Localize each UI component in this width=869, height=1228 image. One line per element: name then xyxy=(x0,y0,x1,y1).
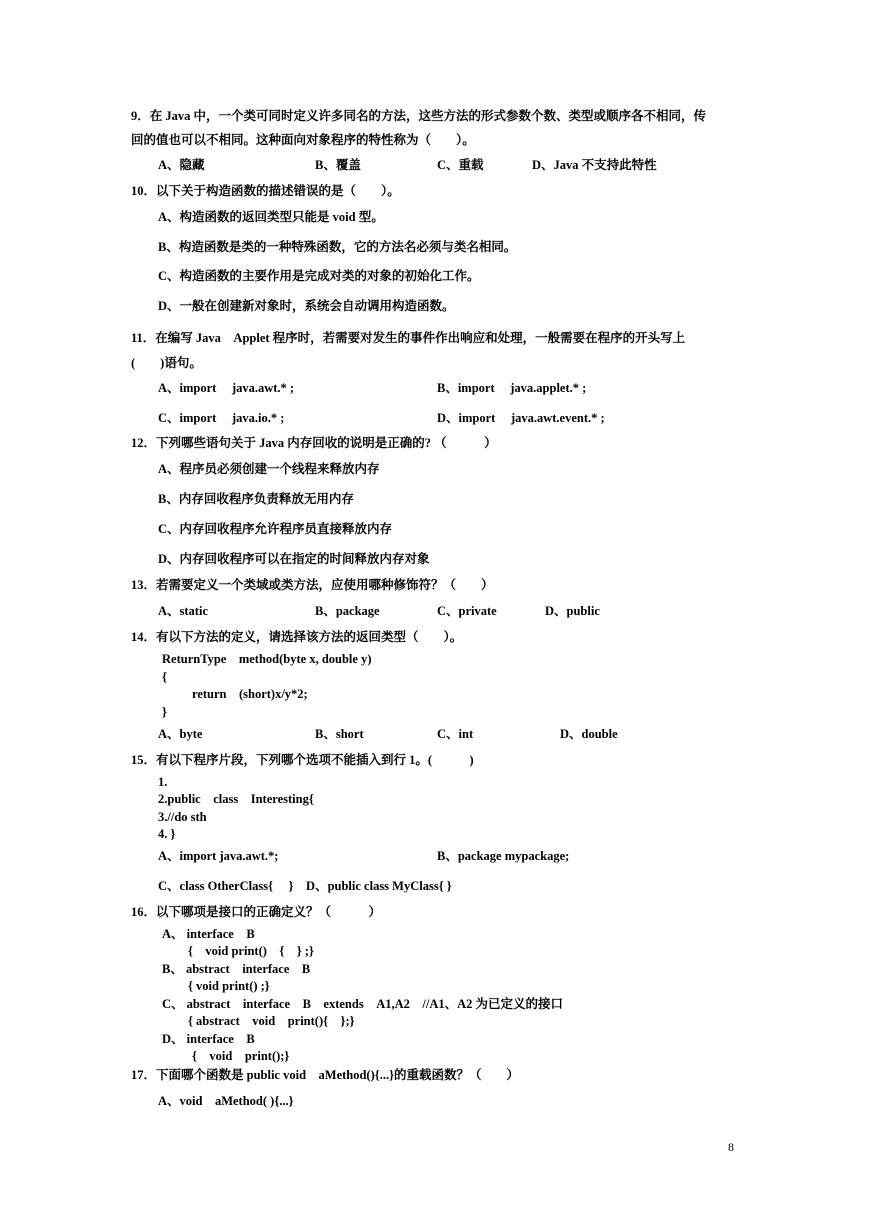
q14-option-d: D、double xyxy=(560,727,618,741)
q9-stem-line1: 9．在 Java 中，一个类可同时定义许多同名的方法，这些方法的形式参数个数、类型或顺序各不相同，传 xyxy=(131,109,707,123)
q11-option-d: D、import java.awt.event.* ; xyxy=(437,411,605,425)
q14-code-line4: } xyxy=(162,705,167,719)
q17-stem: 17．下面哪个函数是 public void aMethod(){...}的重载函数？（ ） xyxy=(131,1068,519,1082)
q16-option-a-line2: { void print() { } ;} xyxy=(188,944,314,958)
q15-option-cd: C、class OtherClass{ } D、public class MyClass{ } xyxy=(158,879,452,893)
q16-option-d-line2: { void print();} xyxy=(192,1049,290,1063)
q14-stem: 14．有以下方法的定义，请选择该方法的返回类型（ ）。 xyxy=(131,630,463,644)
q9-option-c: C、重载 xyxy=(437,158,484,172)
q11-option-b: B、import java.applet.* ; xyxy=(437,381,587,395)
q10-stem: 10．以下关于构造函数的描述错误的是（ ）。 xyxy=(131,184,400,198)
q13-option-a: A、static xyxy=(158,604,208,618)
q9-option-a: A、隐藏 xyxy=(158,158,205,172)
q9-option-b: B、覆盖 xyxy=(315,158,361,172)
q14-code-line1: ReturnType method(byte x, double y) xyxy=(162,652,372,666)
q13-option-c: C、private xyxy=(437,604,497,618)
q16-stem: 16．以下哪项是接口的正确定义？（ ） xyxy=(131,905,382,919)
q13-option-b: B、package xyxy=(315,604,380,618)
q11-stem-line2: ( )语句。 xyxy=(131,356,202,370)
q10-option-d: D、一般在创建新对象时，系统会自动调用构造函数。 xyxy=(158,299,455,313)
q12-stem: 12．下列哪些语句关于 Java 内存回收的说明是正确的? （ ） xyxy=(131,436,497,450)
q10-option-a: A、构造函数的返回类型只能是 void 型。 xyxy=(158,210,384,224)
q14-option-b: B、short xyxy=(315,727,364,741)
q12-option-d: D、内存回收程序可以在指定的时间释放内存对象 xyxy=(158,552,430,566)
q10-option-c: C、构造函数的主要作用是完成对类的对象的初始化工作。 xyxy=(158,269,480,283)
q14-option-a: A、byte xyxy=(158,727,203,741)
q17-option-a: A、void aMethod( ){...} xyxy=(158,1094,294,1108)
q16-option-a-line1: A、 interface B xyxy=(162,927,255,941)
q9-option-d: D、Java 不支持此特性 xyxy=(532,158,657,172)
q15-code-line4: 4. } xyxy=(158,827,176,841)
q15-option-a: A、import java.awt.*; xyxy=(158,849,279,863)
q12-option-a: A、程序员必须创建一个线程来释放内存 xyxy=(158,462,380,476)
q14-option-c: C、int xyxy=(437,727,474,741)
q14-code-line3: return (short)x/y*2; xyxy=(192,687,308,701)
q10-option-b: B、构造函数是类的一种特殊函数，它的方法名必须与类名相同。 xyxy=(158,240,517,254)
q16-option-b-line1: B、 abstract interface B xyxy=(162,962,311,976)
q16-option-c-line2: { abstract void print(){ };} xyxy=(188,1014,355,1028)
q11-option-a: A、import java.awt.* ; xyxy=(158,381,295,395)
q16-option-b-line2: { void print() ;} xyxy=(188,979,270,993)
q13-option-d: D、public xyxy=(545,604,600,618)
q16-option-c-line1: C、 abstract interface B extends A1,A2 //A1、A2 为已定义的接口 xyxy=(162,997,564,1011)
q15-code-line1: 1. xyxy=(158,775,168,789)
q12-option-b: B、内存回收程序负责释放无用内存 xyxy=(158,492,354,506)
q11-stem-line1: 11．在编写 Java Applet 程序时，若需要对发生的事件作出响应和处理，一般需要在程序的开头写上 xyxy=(131,331,686,345)
q14-code-line2: { xyxy=(162,670,167,684)
q13-stem: 13．若需要定义一个类域或类方法，应使用哪种修饰符？（ ） xyxy=(131,578,494,592)
q16-option-d-line1: D、 interface B xyxy=(162,1032,255,1046)
q15-code-line3: 3.//do sth xyxy=(158,810,207,824)
q12-option-c: C、内存回收程序允许程序员直接释放内存 xyxy=(158,522,393,536)
q11-option-c: C、import java.io.* ; xyxy=(158,411,285,425)
q15-option-b: B、package mypackage; xyxy=(437,849,570,863)
q9-stem-line2: 回的值也可以不相同。这种面向对象程序的特性称为（ ）。 xyxy=(131,133,475,147)
q15-stem: 15．有以下程序片段，下列哪个选项不能插入到行 1。( ) xyxy=(131,753,474,767)
q15-code-line2: 2.public class Interesting{ xyxy=(158,792,314,806)
page-number: 8 xyxy=(728,1140,734,1154)
